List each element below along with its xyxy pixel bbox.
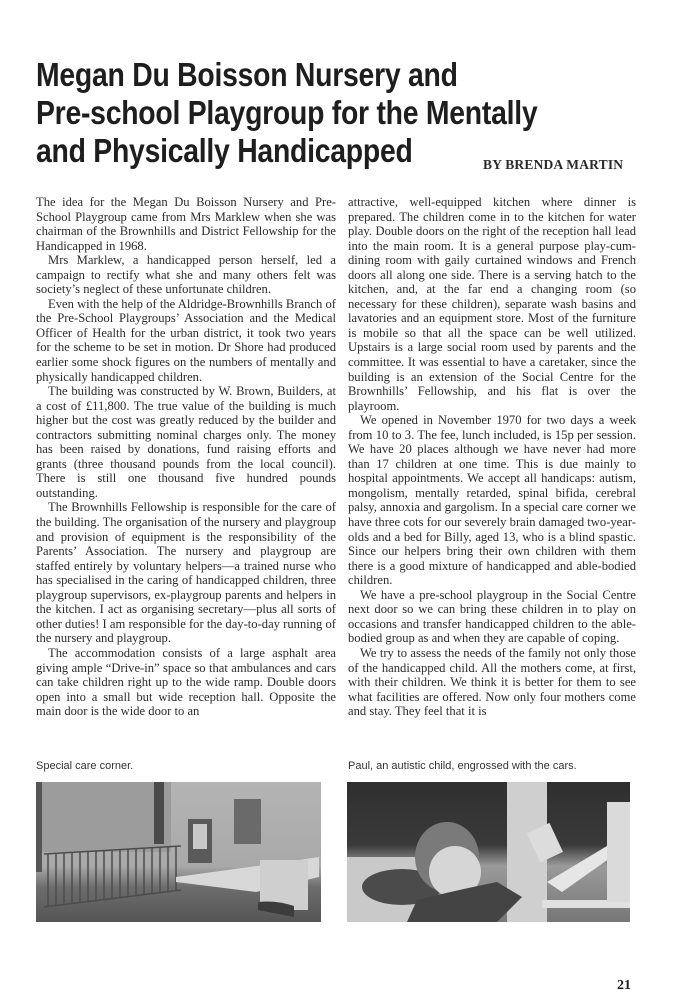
title-line: Pre-school Playgroup for the Mentally	[36, 94, 538, 131]
photo-paul-illustration	[347, 782, 630, 922]
left-column	[36, 195, 336, 719]
photo-special-care-corner	[36, 782, 321, 922]
paragraph: We try to assess the needs of the family not only those of the handicapped child. All the mothers come, at first, with their children. We think it is better for them to see what facilities are offered. Now only four mothers come and stay. They feel that it is	[348, 645, 636, 719]
photo-special-care-corner-illustration	[36, 782, 321, 922]
paragraph: We have a pre-school playgroup in the Social Centre next door so we can bring these children in to play on occasions and transfer handicapped children to the able-bodied group as and when they are capable of coping.	[348, 587, 636, 646]
photo-paul-with-cars	[347, 782, 630, 922]
right-column	[348, 195, 636, 719]
paragraph: attractive, well-equipped kitchen where dinner is prepared. The children come in to the kitchen for water play. Double doors on the right of the reception hall lead into the main room. It is a general purpose play-cum-dining room with gaily curtained windows and French doors all along one side. There is a serving hatch to the kitchen, and, at the far end a changing room (so necessary for these children), separate wash basins and lavatories and an equipment store. Most of the furniture is mobile so that all the space can be well utilized. Upstairs is a large social room used by parents and the committee. It was essential to have a caretaker, since the building is an extension of the Social Centre for the Brownhills’ Fellowship, and his flat is over the playroom.	[348, 195, 636, 413]
figure-caption-special-care: Special care corner.	[36, 760, 134, 772]
paragraph: Even with the help of the Aldridge-Brownhills Branch of the Pre-School Playgroups’ Association and the Medical Officer of Health for the urban district, it took two years for the scheme to be set in motion. Dr Shore had produced earlier some shock figures on the numbers of mentally and physically handicapped children.	[36, 296, 336, 384]
article-title	[36, 56, 586, 170]
paragraph: The idea for the Megan Du Boisson Nursery and Pre-School Playgroup came from Mrs Marklew when she was chairman of the Brownhills and District Fellowship for the Handicapped in 1968.	[36, 195, 336, 253]
page-number: 21	[617, 978, 631, 993]
paragraph: We opened in November 1970 for two days a week from 10 to 3. The fee, lunch included, is 15p per session. We have 20 places although we have never had more than 17 children at one time. This is due mainly to hospital appointments. We accept all handicaps: autism, mongolism, mentally retarded, spinal bifida, cerebral palsy, annoxia and gargolism. In a special care corner we have three cots for our severely brain damaged two-year-olds and a bed for Billy, aged 13, who is a blind spastic. Since our helpers bring their own children with them there is a good mixture of handicapped and able-bodied children.	[348, 413, 636, 588]
paragraph: The accommodation consists of a large asphalt area giving ample “Drive-in” space so that ambulances and cars can take children right up to the wide ramp. Double doors open into a small but wide reception hall. Opposite the main door is the wide door to an	[36, 645, 336, 719]
title-line: Megan Du Boisson Nursery and	[36, 56, 458, 93]
figure-caption-paul: Paul, an autistic child, engrossed with the cars.	[348, 760, 577, 772]
byline: BY BRENDA MARTIN	[483, 157, 624, 172]
paragraph: Mrs Marklew, a handicapped person herself, led a campaign to rectify what she and many others felt was society’s neglect of these unfortunate children.	[36, 253, 336, 297]
title-line: and Physically Handicapped	[36, 132, 413, 169]
paragraph: The Brownhills Fellowship is responsible for the care of the building. The organisation of the nursery and playgroup and provision of equipment is the responsibility of the Parents’ Association. The nursery and playgroup are staffed entirely by voluntary helpers—a trained nurse who has specialised in the caring of handicapped children, three playgroup supervisors, ex-playgroup parents and helpers in the kitchen. I act as organising secretary—plus all sorts of other duties! I am responsible for the day-to-day running of the nursery and playgroup.	[36, 500, 336, 646]
paragraph: The building was constructed by W. Brown, Builders, at a cost of £11,800. The true value of the building is much higher but the cost was greatly reduced by the builder and contractors submitting nominal charges only. The money has been raised by donations, fund raising efforts and grants (three thousand pounds from the local council). There is still one thousand five hundred pounds outstanding.	[36, 384, 336, 500]
